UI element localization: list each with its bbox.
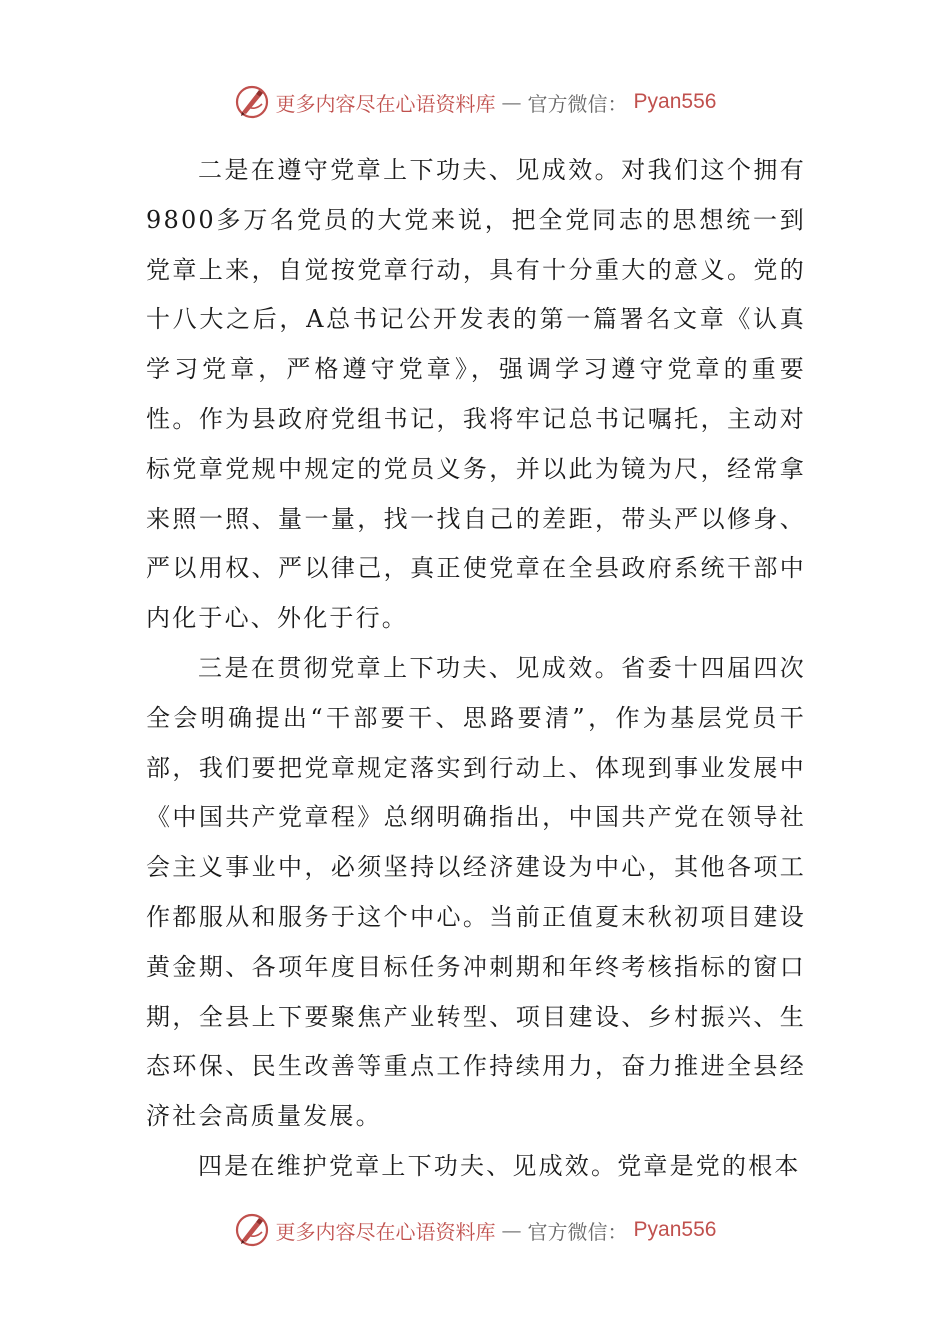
banner-dash: —: [501, 1218, 522, 1242]
banner-wechat-id: Pyan556: [633, 1218, 717, 1241]
banner-dash: —: [501, 90, 522, 114]
paragraph-3: 三是在贯彻党章上下功夫、见成效。省委十四届四次全会明确提出“干部要干、思路要清”，作为基层党员干部，我们要把党章规定落实到行动上、体现到事业发展中《中国共产党章程》总纲明确指出，中国共产党在领导社会主义事业中，必须坚持以经济建设为中心，其他各项工作都服从和服务于这个中心。当前正值夏末秋初项目建设黄金期、各项年度目标任务冲刺期和年终考核指标的窗口期，全县上下要聚焦产业转型、项目建设、乡村振兴、生态环保、民生改善等重点工作持续用力，奋力推进全县经济社会高质量发展。: [146, 653, 806, 1131]
banner-wechat-label: 官方微信：: [527, 91, 628, 116]
document-body: [146, 146, 806, 1192]
banner-wechat-id: Pyan556: [633, 90, 717, 113]
banner-title: 更多内容尽在心语资料库: [275, 1219, 496, 1244]
paragraph-2: 二是在遵守党章上下功夫、见成效。对我们这个拥有9800多万名党员的大党来说，把全党同志的思想统一到党章上来，自觉按党章行动，具有十分重大的意义。党的十八大之后，A总书记公开发表的第一篇署名文章《认真学习党章，严格遵守党章》，强调学习遵守党章的重要性。作为县政府党组书记，我将牢记总书记嘱托，主动对标党章党规中规定的党员义务，并以此为镜为尺，经常拿来照一照、量一量，找一找自己的差距，带头严以修身、严以用权、严以律己，真正使党章在全县政府系统干部中内化于心、外化于行。: [146, 156, 806, 633]
header-banner: [0, 82, 950, 122]
footer-banner: [0, 1210, 950, 1250]
pen-logo-icon: [234, 84, 270, 120]
paragraph-4: 四是在维护党章上下功夫、见成效。党章是党的根本: [198, 1151, 801, 1180]
banner-title: 更多内容尽在心语资料库: [275, 91, 496, 116]
pen-logo-icon: [234, 1212, 270, 1248]
banner-wechat-label: 官方微信：: [527, 1219, 628, 1244]
